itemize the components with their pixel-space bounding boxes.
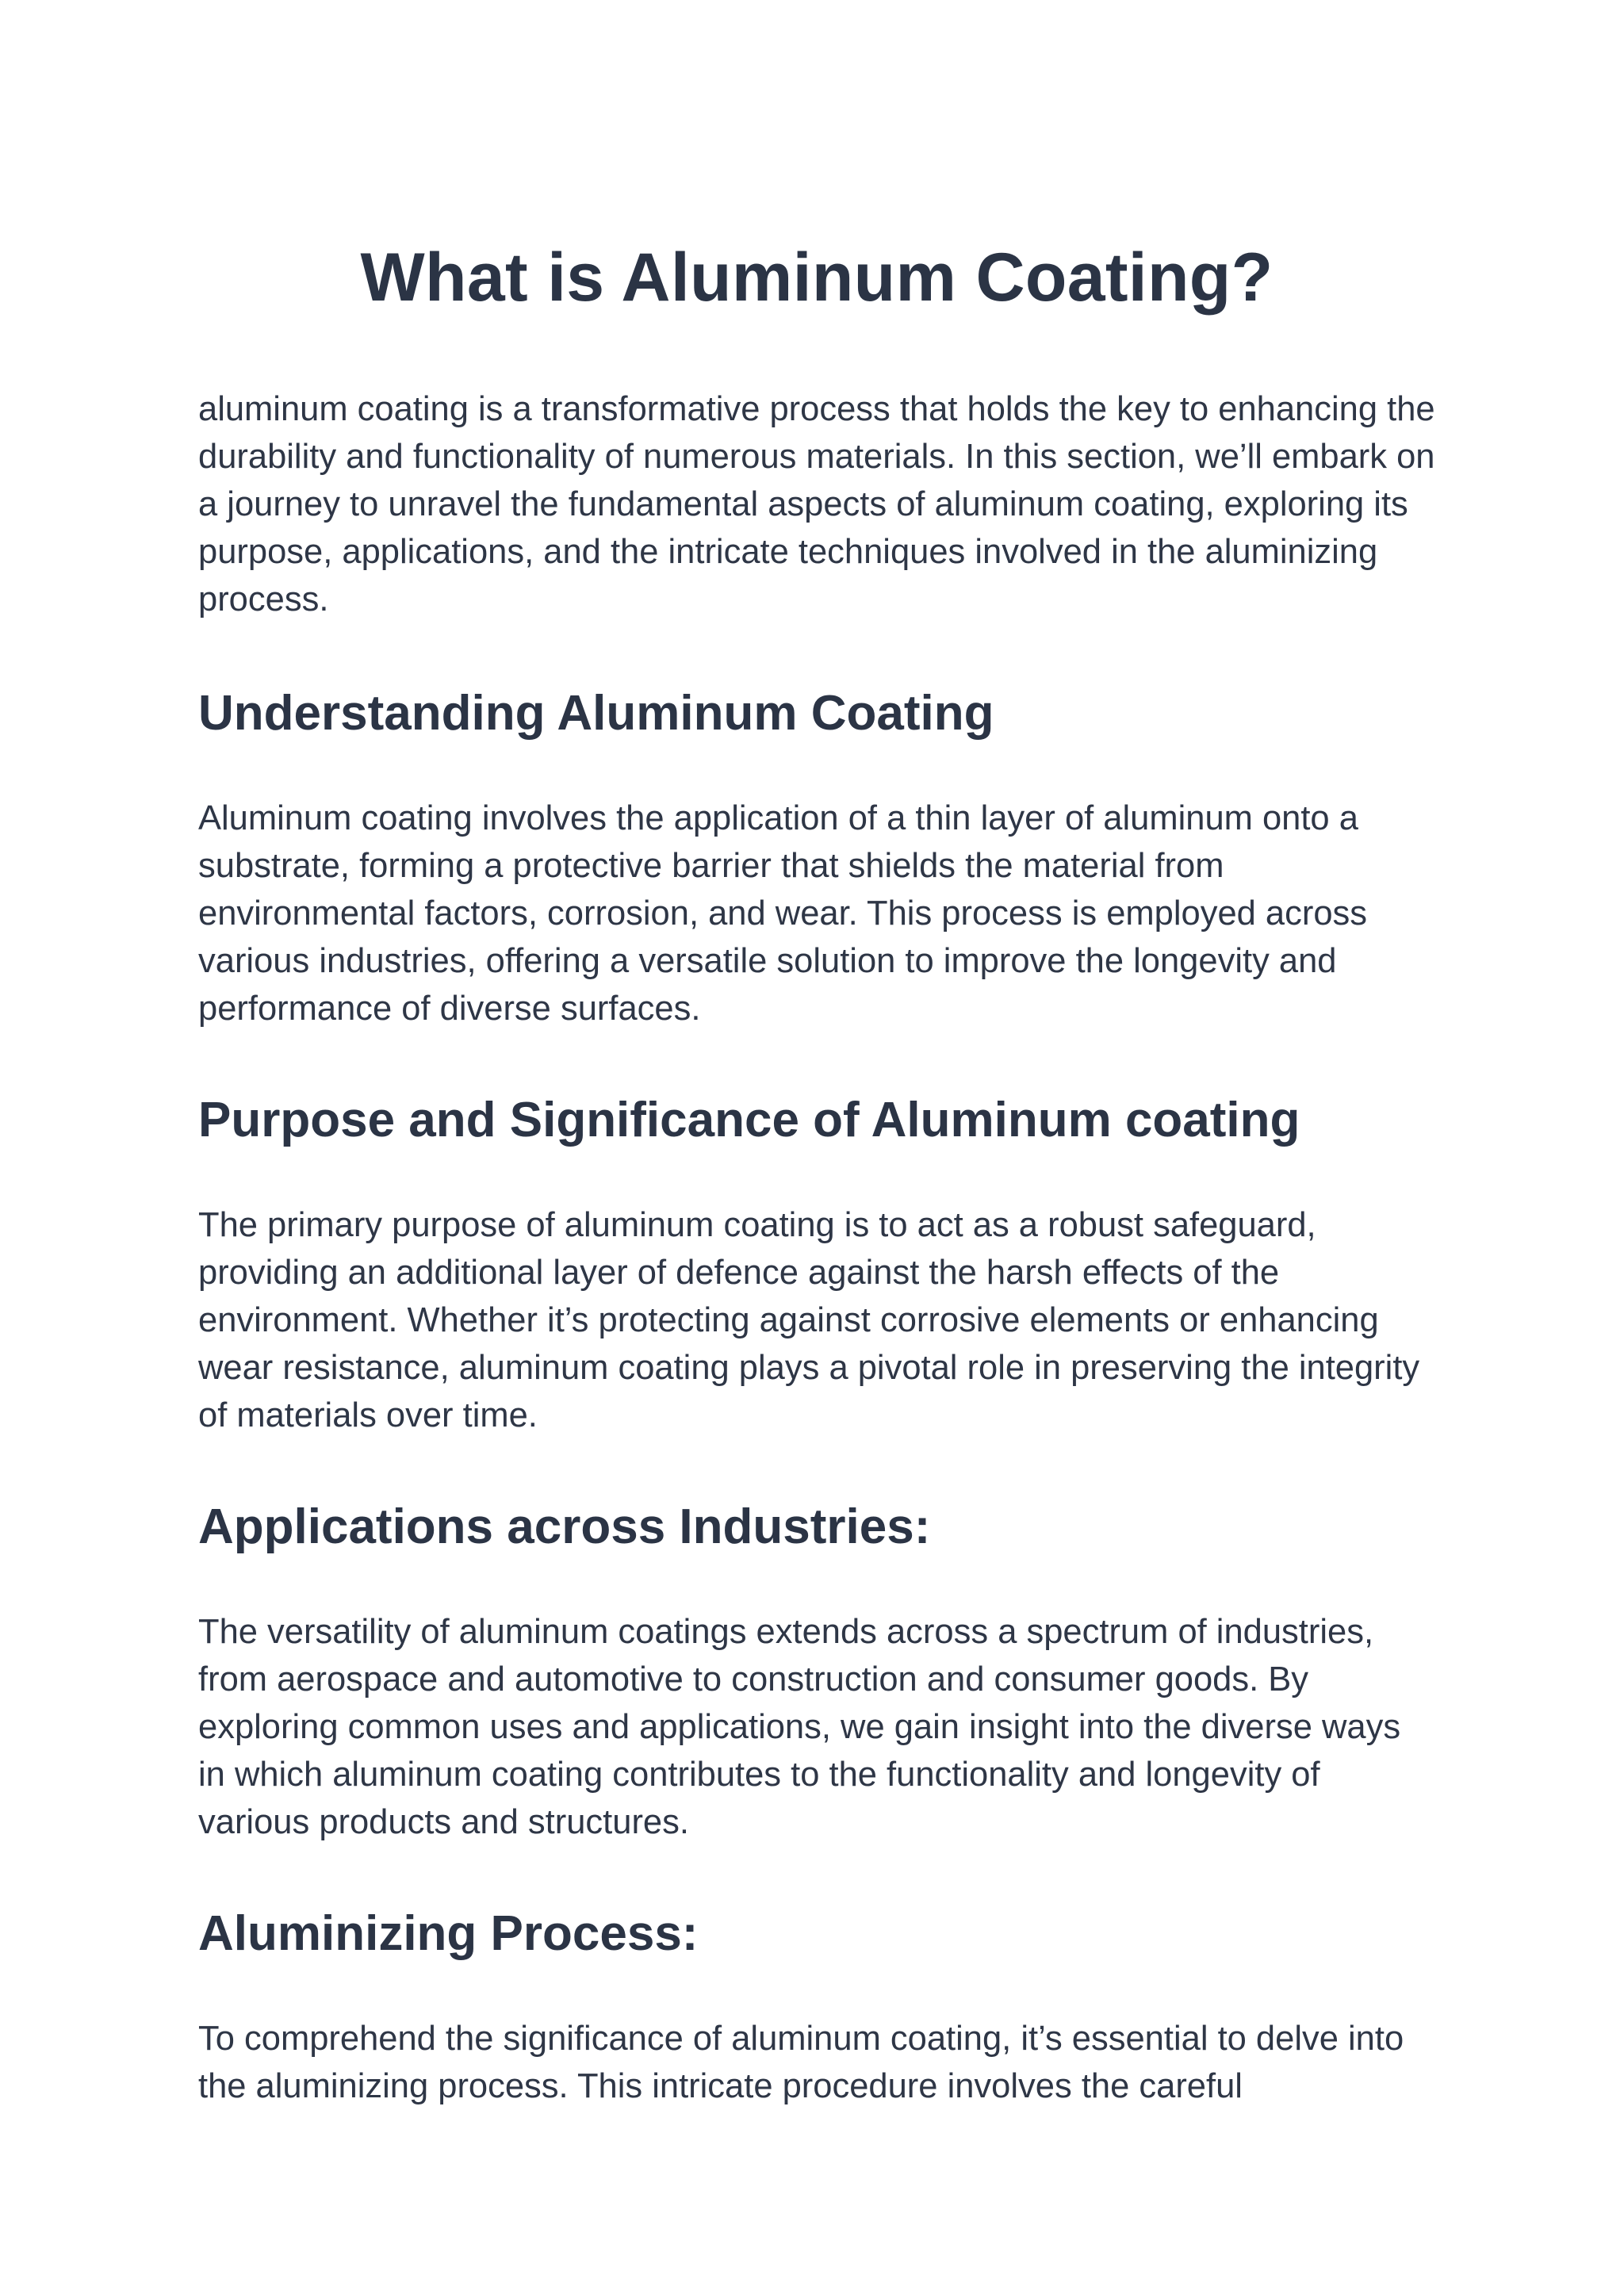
- section-paragraph: To comprehend the significance of aluminum coating, it’s essential to delve into the aluminizing process. This intricate procedure involves the careful: [198, 2020, 1404, 2105]
- intro-paragraph: aluminum coating is a transformative process that holds the key to enhancing the durability and functionality of numerous materials. In this section, we’ll embark on a journey to unravel the fundamental aspects of aluminum coating, exploring its purpose, applications, and the intricate techniques involved in the aluminizing process.: [198, 390, 1435, 618]
- section-heading: Applications across Industries:: [198, 1499, 931, 1554]
- section-heading: Aluminizing Process:: [198, 1906, 699, 1961]
- section-applications: [198, 1497, 1435, 1846]
- section-understanding: [198, 684, 1435, 1032]
- section-aluminizing: [198, 1904, 1435, 2110]
- section-purpose: [198, 1090, 1435, 1439]
- intro-block: [198, 385, 1435, 623]
- section-heading: Purpose and Significance of Aluminum coating: [198, 1093, 1300, 1147]
- section-heading: Understanding Aluminum Coating: [198, 686, 994, 741]
- section-paragraph: The primary purpose of aluminum coating is to act as a robust safeguard, providing an additional layer of defence against the harsh effects of the environment. Whether it’s protecting against corrosive elements or enhancing wear resistance, aluminum coating plays a pivotal role in preserving the integrity of materials over time.: [198, 1206, 1420, 1434]
- section-paragraph: Aluminum coating involves the application of a thin layer of aluminum onto a substrate, forming a protective barrier that shields the material from environmental factors, corrosion, and wear. This process is employed across various industries, offering a versatile solution to improve the longevity and performance of diverse surfaces.: [198, 799, 1368, 1028]
- page-title: What is Aluminum Coating?: [360, 239, 1274, 316]
- section-paragraph: The versatility of aluminum coatings extends across a spectrum of industries, from aerospace and automotive to construction and consumer goods. By exploring common uses and applications, we gain insight into the diverse ways in which aluminum coating contributes to the functionality and longevity of various products and structures.: [198, 1613, 1401, 1841]
